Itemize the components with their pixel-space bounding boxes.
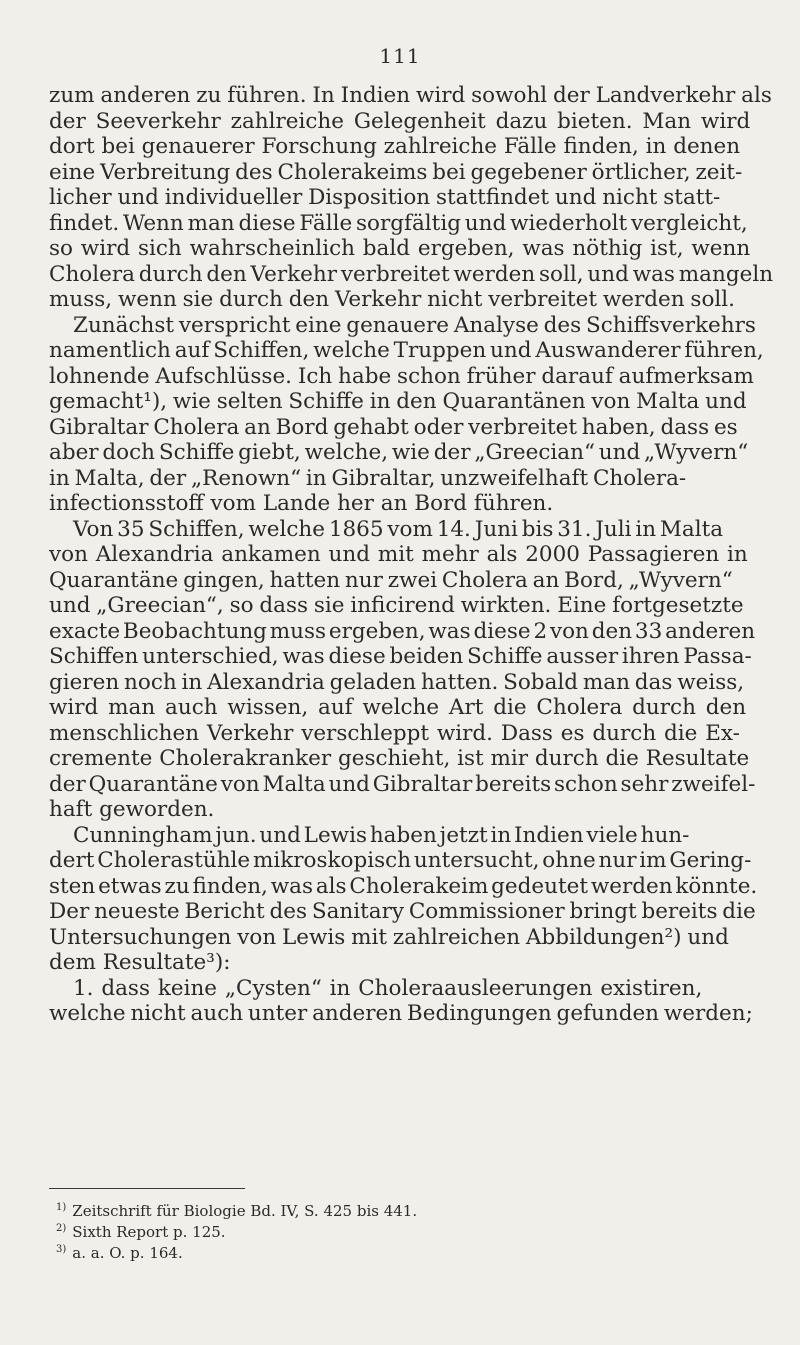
text-line: Der neueste Bericht des Sanitary Commissioner bringt bereits die — [49, 899, 756, 924]
text-line: von Alexandria ankamen und mit mehr als 2000 Passagieren in — [49, 542, 748, 567]
text-line: und „Greecian“, so dass sie inficirend wirkten. Eine fortgesetzte — [49, 593, 744, 618]
text-line: in Malta, der „Renown“ in Gibraltar, unzweifelhaft Cholera- — [49, 465, 687, 491]
text-line: haft geworden. — [49, 797, 215, 822]
text-line: licher und individueller Disposition stattfindet und nicht statt- — [49, 185, 721, 210]
footnote-marker: 1) — [56, 1202, 67, 1213]
text-line: dem Resultate³): — [49, 950, 231, 975]
footnotes — [56, 1197, 756, 1260]
text-line: 1. dass keine „Cysten“ in Choleraausleerungen existiren, — [73, 975, 703, 1001]
footnote — [56, 1239, 756, 1260]
footnote-marker: 2) — [56, 1223, 67, 1234]
text-line: der Quarantäne von Malta und Gibraltar bereits schon sehr zweifel- — [49, 771, 756, 797]
footnote-marker: 3) — [56, 1244, 67, 1255]
footnote-divider — [49, 1188, 245, 1189]
text-line: findet. Wenn man diese Fälle sorgfältig und wiederholt vergleicht, — [49, 210, 748, 236]
text-line: welche nicht auch unter anderen Bedingungen gefunden werden; — [49, 1001, 753, 1026]
footnote-text: a. a. O. p. 164. — [72, 1244, 183, 1262]
text-line: dort bei genauerer Forschung zahlreiche Fälle finden, in denen — [49, 134, 741, 159]
text-line: Zunächst verspricht eine genauere Analyse des Schiffsverkehrs — [73, 312, 756, 338]
text-line: Von 35 Schiffen, welche 1865 vom 14. Juni bis 31. Juli in Malta — [73, 516, 724, 542]
text-line: zum anderen zu führen. In Indien wird sowohl der Landverkehr als — [49, 83, 772, 108]
text-line: sten etwas zu finden, was als Cholerakeim gedeutet werden könnte. — [49, 873, 758, 899]
text-line: lohnende Aufschlüsse. Ich habe schon früher darauf aufmerksam — [49, 363, 754, 389]
body-text — [49, 83, 774, 1027]
text-line: Quarantäne gingen, hatten nur zwei Cholera an Bord, „Wyvern“ — [49, 567, 733, 593]
text-line: der Seeverkehr zahlreiche Gelegenheit dazu bieten. Man wird — [49, 108, 751, 134]
text-line: menschlichen Verkehr verschleppt wird. Dass es durch die Ex- — [49, 720, 740, 746]
text-line: wird man auch wissen, auf welche Art die Cholera durch den — [49, 695, 747, 720]
text-line: aber doch Schiffe giebt, welche, wie der „Greecian“ und „Wyvern“ — [49, 440, 749, 465]
footnote — [56, 1218, 756, 1239]
text-line: namentlich auf Schiffen, welche Truppen und Auswanderer führen, — [49, 338, 764, 363]
text-line: Cunningham jun. und Lewis haben jetzt in Indien viele hun- — [73, 822, 690, 848]
text-line: Untersuchungen von Lewis mit zahlreichen Abbildungen²) und — [49, 924, 729, 950]
footnote-text: Zeitschrift für Biologie Bd. IV, S. 425 bis 441. — [72, 1202, 418, 1220]
text-line: so wird sich wahrscheinlich bald ergeben, was nöthig ist, wenn — [49, 236, 751, 261]
text-line: eine Verbreitung des Cholerakeims bei gegebener örtlicher, zeit- — [49, 159, 743, 185]
text-line: infectionsstoff vom Lande her an Bord führen. — [49, 491, 554, 516]
footnote-text: Sixth Report p. 125. — [72, 1223, 226, 1241]
text-line: cremente Cholerakranker geschieht, ist mir durch die Resultate — [49, 746, 750, 771]
text-line: dert Cholerastühle mikroskopisch untersucht, ohne nur im Gering- — [49, 848, 752, 873]
text-line: Gibraltar Cholera an Bord gehabt oder verbreitet haben, dass es — [49, 414, 738, 440]
page-number: 111 — [379, 44, 421, 68]
text-line: Cholera durch den Verkehr verbreitet werden soll, und was mangeln — [49, 261, 774, 287]
text-line: muss, wenn sie durch den Verkehr nicht verbreitet werden soll. — [49, 287, 735, 312]
text-line: gemacht¹), wie selten Schiffe in den Quarantänen von Malta und — [49, 389, 747, 414]
text-line: gieren noch in Alexandria geladen hatten. Sobald man das weiss, — [49, 669, 745, 695]
text-line: exacte Beobachtung muss ergeben, was diese 2 von den 33 anderen — [49, 618, 756, 644]
text-line: Schiffen unterschied, was diese beiden Schiffe ausser ihren Passa- — [49, 644, 752, 669]
footnote — [56, 1197, 756, 1218]
